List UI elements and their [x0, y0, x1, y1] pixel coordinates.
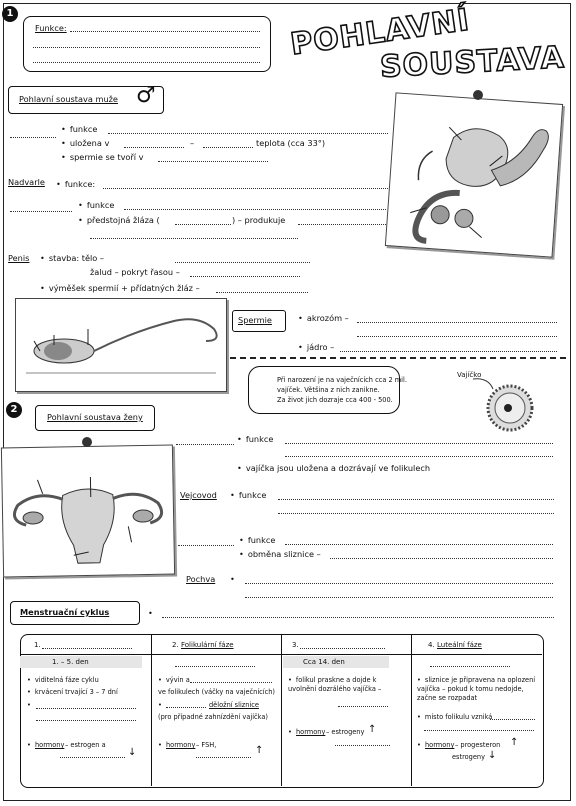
col3-line-a [338, 706, 388, 707]
col2-item-c: děložní sliznice [209, 701, 259, 709]
col4-hormony-text-2: estrogeny [452, 753, 486, 761]
ovary-funkce-line [285, 443, 553, 444]
penis-stavba-line [175, 262, 310, 263]
phase-4-name: Luteální fáze [437, 641, 482, 649]
menstrual-bullet-icon: • [148, 608, 153, 618]
spermie-jadro-line [340, 351, 557, 352]
phase-1-number: 1. [34, 641, 41, 649]
sperm-photo [15, 298, 227, 392]
male-item-spermie: • spermie se tvoří v [61, 153, 144, 161]
pochva-line [245, 583, 553, 584]
egg-label: Vajíčko [457, 371, 482, 379]
col3-arrow-up-icon: ↑ [368, 724, 377, 735]
section-divider [230, 357, 566, 359]
col2-item-a: • vývin a [158, 676, 198, 685]
ovary-funkce: • funkce [237, 435, 273, 443]
menstrual-line [162, 617, 554, 618]
subheader-1: 1. – 5. den [52, 658, 89, 666]
uterus-obmena: • obměna sliznice – [239, 550, 321, 558]
spermie-jadro: • jádro – [298, 343, 334, 351]
ovary-vajicka: • vajíčka jsou uložena a dozrávají ve folikulech [237, 464, 430, 472]
prostate-blank [10, 211, 72, 212]
vejcovod-funkce: • funkce [230, 491, 266, 499]
vejcovod-label: Vejcovod [180, 490, 217, 500]
col1-item-a: • viditelná fáze cyklu [27, 676, 145, 685]
col1-hormony-text: – estrogen a [65, 741, 106, 749]
col3-hormony-text: – estrogeny [326, 728, 365, 736]
funkce-label: Funkce: [35, 23, 67, 33]
ovary-blank [176, 444, 234, 445]
male-heading: Pohlavní soustava muže [19, 94, 118, 104]
col1-line-1 [36, 708, 136, 709]
col4-line-b [490, 719, 535, 720]
col1-line-2 [36, 720, 136, 721]
male-ulozena-line [124, 147, 184, 148]
table-col-divider-1 [151, 634, 152, 786]
nadvarle-label: Nadvarle [8, 177, 45, 187]
col4-line-b2 [424, 730, 534, 731]
col2-hormony-text: – FSH, [196, 741, 217, 749]
col2-item-c-bullet [158, 701, 166, 710]
male-item-funkce: • funkce [61, 125, 97, 133]
pushpin-icon [473, 90, 483, 100]
table-col-divider-3 [411, 634, 412, 786]
section-number-1: 1 [2, 6, 18, 22]
col2-line-c [166, 707, 206, 708]
col4-item-a: • sliznice je připravena na oplození vajíčka – pokud k tomu nedojde, začne se rozpadat [417, 676, 539, 703]
col3-hormony-label: hormony [296, 728, 326, 736]
prostate-zlaza: • předstojná žláza ( [78, 216, 160, 224]
pushpin-icon-2 [82, 437, 92, 447]
pochva-line-2 [245, 597, 553, 598]
col3-item-a: • folikul praskne a dojde k uvolnění dozrálého vajíčka – [288, 676, 400, 694]
col2-item-d: (pro případné zahnízdění vajíčka) [158, 713, 268, 721]
prostate-funkce: • funkce [78, 201, 114, 209]
subheader-3: Cca 14. den [303, 658, 345, 666]
male-ulozena-dash: – [190, 138, 195, 148]
col4-arrow-up-icon: ↑ [510, 737, 519, 748]
col2-item-b: ve folikulech (váčky na vaječnících) [158, 688, 275, 696]
uterus-obmena-line [330, 558, 553, 559]
prostate-extra-line [90, 238, 298, 239]
col2-arrow-up-icon: ↑ [255, 745, 264, 756]
col1-hormony-line [60, 757, 125, 758]
funkce-line-3 [33, 62, 260, 63]
nadvarle-line [103, 188, 388, 189]
penis-vymesek: • výměšek spermií + přídatných žláz – [40, 284, 200, 292]
phase-4-number: 4. [428, 641, 435, 649]
prostate-produkuje: ) – produkuje [232, 215, 286, 225]
female-anatomy-photo [1, 445, 175, 578]
pochva-label: Pochva [186, 574, 216, 584]
col2-line-a [190, 682, 272, 683]
funkce-line-1 [70, 31, 260, 32]
phase-3-blank [300, 648, 385, 649]
male-teplota-line [203, 147, 253, 148]
penis-label: Penis [8, 253, 30, 263]
uterus-blank [178, 545, 234, 546]
uterus-funkce-line [285, 544, 553, 545]
vejcovod-line-2 [278, 513, 554, 514]
phase-2-name: Folikulární fáze [181, 641, 234, 649]
col4-arrow-down-icon: ↓ [488, 750, 497, 761]
subheader-2-blank [175, 666, 255, 667]
male-symbol-icon: ♂ [136, 83, 156, 108]
vejcovod-line [278, 499, 554, 500]
bubble-line-3: Za život jich dozraje cca 400 - 500. [277, 396, 393, 404]
col1-arrow-down-icon: ↓ [128, 747, 137, 758]
bubble-line-2: vajíček. Většina z nich zanikne. [277, 386, 380, 394]
egg-cell-icon [468, 374, 548, 434]
male-anatomy-photo [385, 92, 563, 257]
male-item-ulozena: • uložena v [61, 139, 109, 147]
phase-2-number: 2. [172, 641, 179, 649]
female-anatomy-image [2, 446, 174, 577]
male-organ-blank [10, 137, 56, 138]
phase-1-blank [42, 648, 132, 649]
spermie-akrozom-line [357, 322, 557, 323]
col4-hormony-bullet: • [417, 741, 421, 749]
penis-zalud-line [190, 276, 300, 277]
bubble-line-1: Při narození je na vaječnících cca 2 mil. [277, 376, 407, 384]
section-number-2: 2 [6, 402, 22, 418]
subheader-4-blank [430, 666, 510, 667]
male-spermie-line [158, 161, 268, 162]
col4-hormony-text: – progesteron [455, 741, 501, 749]
male-teplota: teplota (cca 33°) [256, 138, 326, 148]
prostate-funkce-line [124, 209, 386, 210]
female-heading: Pohlavní soustava ženy [47, 412, 143, 422]
prostate-produkuje-line [298, 224, 386, 225]
col4-item-b: • místo folikulu vzniká [417, 713, 492, 722]
uterus-funkce: • funkce [239, 536, 275, 544]
male-funkce-line [108, 133, 388, 134]
col1-item-b: • krvácení trvající 3 – 7 dní [27, 688, 145, 697]
penis-zalud: žalud – pokryt řasou – [90, 267, 180, 277]
spermie-akrozom: • akrozóm – [298, 314, 349, 322]
col4-hormony-label: hormony [425, 741, 455, 749]
col3-hormony-bullet: • [288, 728, 292, 736]
title-line-2: SOUSTAVA [379, 40, 566, 85]
pochva-bullet-icon: • [230, 574, 235, 584]
menstrual-heading: Menstruační cyklus [20, 607, 110, 617]
nadvarle-funkce: • funkce: [56, 180, 95, 188]
penis-stavba: • stavba: tělo – [40, 254, 104, 262]
col2-hormony-line [196, 757, 251, 758]
title-line-1: POHLAVNÍ [288, 2, 472, 63]
ovary-funkce-line-2 [285, 456, 553, 457]
male-anatomy-image [386, 93, 562, 256]
penis-vymesek-line [216, 292, 308, 293]
spermie-akrozom-line-2 [357, 336, 557, 337]
col2-hormony-label: hormony [166, 741, 196, 749]
funkce-line-2 [33, 47, 260, 48]
col1-hormony-label: hormony [35, 741, 65, 749]
col2-hormony-bullet: • [158, 741, 162, 749]
sperm-image [16, 299, 226, 391]
col3-hormony-line [335, 745, 390, 746]
phase-3-number: 3. [292, 641, 299, 649]
table-col-divider-2 [281, 634, 282, 786]
prostate-zlaza-line [175, 224, 231, 225]
col1-hormony-bullet: • [27, 741, 31, 749]
spermie-label: Spermie [238, 315, 272, 325]
